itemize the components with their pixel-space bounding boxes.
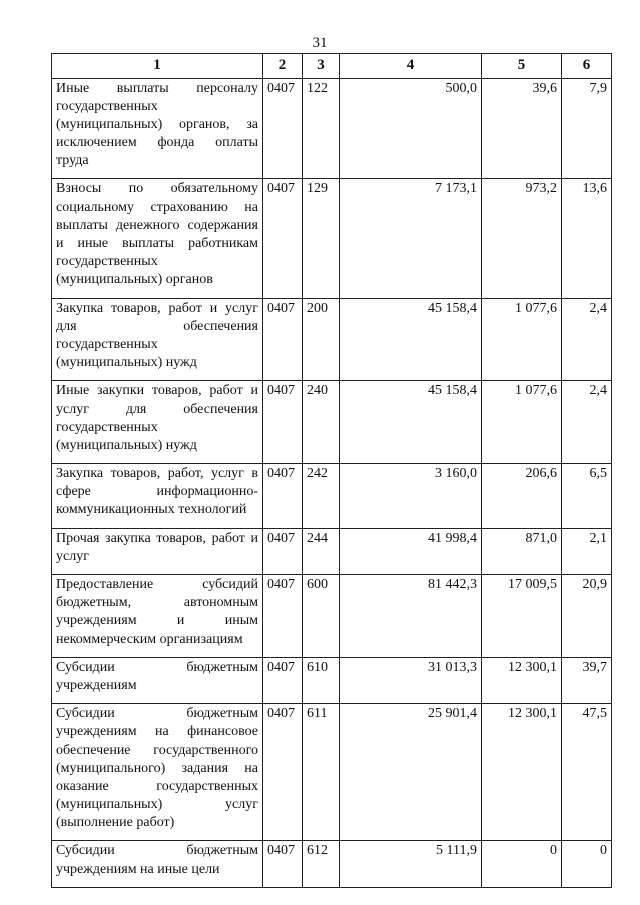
table-row	[52, 298, 612, 381]
row-actual-cell: 0	[482, 841, 562, 887]
row-section-code-cell: 0407	[263, 704, 303, 841]
row-section-code-cell: 0407	[263, 381, 303, 464]
table-body	[52, 78, 612, 887]
table-row	[52, 381, 612, 464]
row-expense-type-cell: 244	[303, 528, 340, 574]
row-section-code-cell: 0407	[263, 298, 303, 381]
header-col-4: 4	[340, 54, 482, 79]
row-section-code-cell: 0407	[263, 575, 303, 658]
row-expense-type-cell: 240	[303, 381, 340, 464]
row-name-cell: Прочая закупка товаров, работ и услуг	[52, 528, 263, 574]
table-row	[52, 657, 612, 703]
header-col-5: 5	[482, 54, 562, 79]
row-section-code-cell: 0407	[263, 528, 303, 574]
row-percent-cell: 6,5	[562, 464, 612, 529]
row-plan-cell: 500,0	[340, 78, 482, 179]
table-row	[52, 179, 612, 298]
row-name-cell: Иные закупки товаров, работ и услуг для обеспечения государственных (муниципальных) нужд	[52, 381, 263, 464]
row-plan-cell: 5 111,9	[340, 841, 482, 887]
table-row	[52, 528, 612, 574]
row-expense-type-cell: 611	[303, 704, 340, 841]
row-actual-cell: 17 009,5	[482, 575, 562, 658]
row-section-code-cell: 0407	[263, 464, 303, 529]
row-actual-cell: 1 077,6	[482, 381, 562, 464]
row-name-cell: Субсидии бюджетным учреждениям на финансовое обеспечение государственного (муниципального) задания на оказание государственных (муниципальных) услуг (выполнение работ)	[52, 704, 263, 841]
table-row	[52, 575, 612, 658]
row-section-code-cell: 0407	[263, 78, 303, 179]
row-percent-cell: 2,4	[562, 381, 612, 464]
row-percent-cell: 2,1	[562, 528, 612, 574]
row-percent-cell: 20,9	[562, 575, 612, 658]
row-expense-type-cell: 600	[303, 575, 340, 658]
table-row	[52, 78, 612, 179]
row-expense-type-cell: 122	[303, 78, 340, 179]
budget-table	[51, 53, 612, 888]
row-plan-cell: 81 442,3	[340, 575, 482, 658]
row-actual-cell: 973,2	[482, 179, 562, 298]
row-percent-cell: 2,4	[562, 298, 612, 381]
header-col-1: 1	[52, 54, 263, 79]
row-section-code-cell: 0407	[263, 841, 303, 887]
table-row	[52, 841, 612, 887]
row-plan-cell: 45 158,4	[340, 298, 482, 381]
row-plan-cell: 7 173,1	[340, 179, 482, 298]
row-name-cell: Иные выплаты персоналу государственных (муниципальных) органов, за исключением фонда оплаты труда	[52, 78, 263, 179]
row-percent-cell: 47,5	[562, 704, 612, 841]
row-actual-cell: 871,0	[482, 528, 562, 574]
row-actual-cell: 12 300,1	[482, 657, 562, 703]
row-plan-cell: 25 901,4	[340, 704, 482, 841]
row-actual-cell: 12 300,1	[482, 704, 562, 841]
row-plan-cell: 41 998,4	[340, 528, 482, 574]
row-plan-cell: 3 160,0	[340, 464, 482, 529]
row-percent-cell: 13,6	[562, 179, 612, 298]
row-name-cell: Предоставление субсидий бюджетным, автономным учреждениям и иным некоммерческим организациям	[52, 575, 263, 658]
header-col-2: 2	[263, 54, 303, 79]
page-number: 31	[312, 35, 328, 51]
row-expense-type-cell: 612	[303, 841, 340, 887]
row-percent-cell: 7,9	[562, 78, 612, 179]
row-name-cell: Субсидии бюджетным учреждениям	[52, 657, 263, 703]
row-name-cell: Взносы по обязательному социальному страхованию на выплаты денежного содержания и иные выплаты работникам государственных (муниципальных) органов	[52, 179, 263, 298]
row-name-cell: Закупка товаров, работ, услуг в сфере информационно-коммуникационных технологий	[52, 464, 263, 529]
row-plan-cell: 45 158,4	[340, 381, 482, 464]
row-expense-type-cell: 242	[303, 464, 340, 529]
table-row	[52, 704, 612, 841]
row-section-code-cell: 0407	[263, 657, 303, 703]
row-actual-cell: 1 077,6	[482, 298, 562, 381]
row-actual-cell: 206,6	[482, 464, 562, 529]
row-percent-cell: 0	[562, 841, 612, 887]
row-expense-type-cell: 200	[303, 298, 340, 381]
row-actual-cell: 39,6	[482, 78, 562, 179]
header-col-3: 3	[303, 54, 340, 79]
table-header-row	[52, 54, 612, 79]
row-section-code-cell: 0407	[263, 179, 303, 298]
row-percent-cell: 39,7	[562, 657, 612, 703]
row-expense-type-cell: 129	[303, 179, 340, 298]
row-expense-type-cell: 610	[303, 657, 340, 703]
row-plan-cell: 31 013,3	[340, 657, 482, 703]
header-col-6: 6	[562, 54, 612, 79]
row-name-cell: Субсидии бюджетным учреждениям на иные цели	[52, 841, 263, 887]
row-name-cell: Закупка товаров, работ и услуг для обеспечения государственных (муниципальных) нужд	[52, 298, 263, 381]
table-row	[52, 464, 612, 529]
